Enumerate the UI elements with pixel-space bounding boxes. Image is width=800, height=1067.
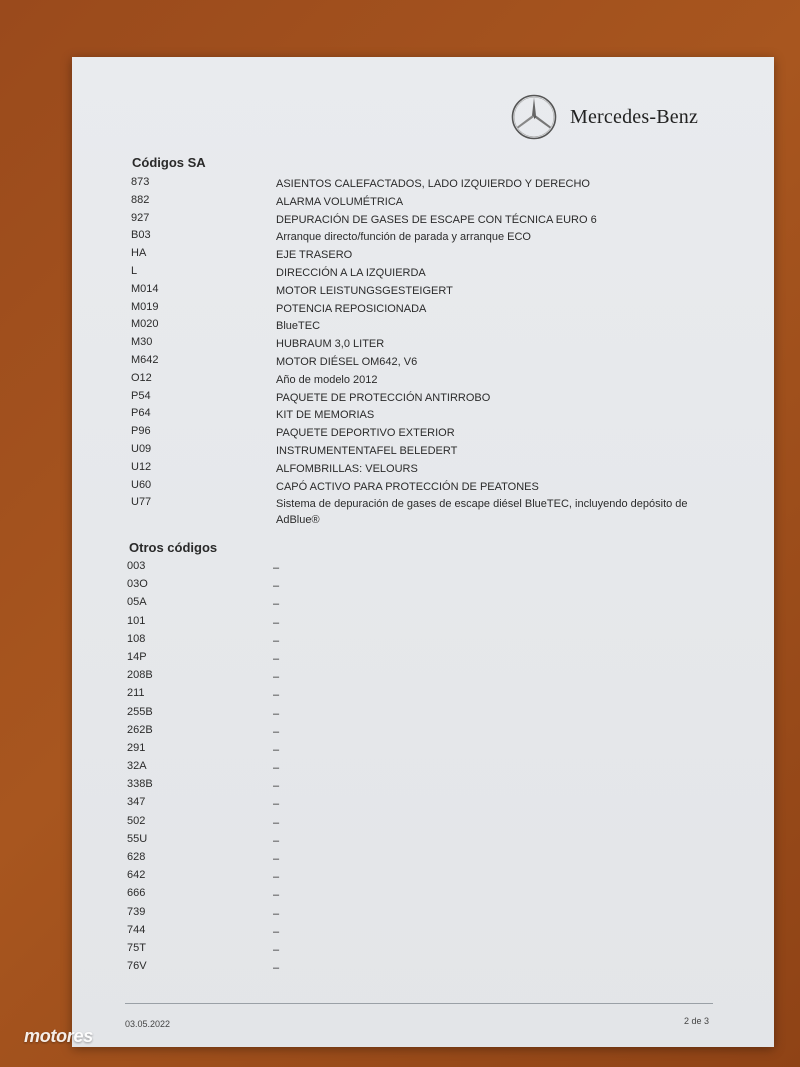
option-code: 642 [127, 869, 146, 882]
option-code: U12 [131, 460, 152, 473]
option-description: – [273, 598, 280, 611]
code-row [72, 760, 774, 778]
code-row [72, 407, 774, 425]
option-code: 32A [127, 760, 147, 773]
sa-code-list [72, 176, 774, 530]
option-code: 666 [127, 887, 146, 900]
code-row [72, 336, 774, 354]
code-row [72, 960, 774, 978]
code-row [72, 778, 774, 796]
code-row [72, 176, 774, 194]
option-description: MOTOR DIÉSEL OM642, V6 [276, 355, 418, 368]
option-description: PAQUETE DEPORTIVO EXTERIOR [276, 427, 455, 440]
option-description: DEPURACIÓN DE GASES DE ESCAPE CON TÉCNICA EURO 6 [276, 213, 597, 226]
option-code: 927 [131, 211, 150, 224]
option-code: M30 [131, 336, 153, 349]
option-description: ALFOMBRILLAS: VELOURS [276, 462, 418, 475]
option-code: M014 [131, 282, 159, 295]
option-description: – [273, 798, 280, 811]
code-row [72, 615, 774, 633]
option-description: MOTOR LEISTUNGSGESTEIGERT [276, 284, 453, 297]
option-description: – [273, 925, 280, 938]
code-row [72, 318, 774, 336]
option-description: – [273, 780, 280, 793]
option-description: ASIENTOS CALEFACTADOS, LADO IZQUIERDO Y DERECHO [276, 178, 590, 190]
option-code: P54 [131, 389, 151, 402]
option-description: – [273, 834, 280, 847]
code-row [72, 887, 774, 905]
option-description: – [273, 762, 280, 775]
option-description: CAPÓ ACTIVO PARA PROTECCIÓN DE PEATONES [276, 480, 539, 493]
code-row [72, 496, 774, 530]
code-row [72, 906, 774, 924]
option-description: DIRECCIÓN A LA IZQUIERDA [276, 266, 426, 279]
option-description: – [273, 634, 280, 647]
option-description: – [273, 725, 280, 738]
option-code: 502 [127, 814, 146, 827]
option-code: 628 [127, 851, 146, 863]
option-code: 14P [127, 650, 147, 663]
option-code: 03O [127, 578, 148, 591]
option-description: – [273, 962, 280, 975]
option-code: 262B [127, 723, 153, 736]
option-code: 347 [127, 796, 146, 809]
option-code: 255B [127, 705, 153, 718]
code-row [72, 633, 774, 651]
option-description: – [273, 616, 280, 629]
option-code: B03 [131, 229, 151, 242]
code-row [72, 942, 774, 960]
code-row [72, 479, 774, 497]
option-description: POTENCIA REPOSICIONADA [276, 302, 427, 315]
option-code: M020 [131, 318, 159, 331]
code-row [72, 851, 774, 869]
watermark-logo: motores [24, 1026, 93, 1046]
option-description: EJE TRASERO [276, 249, 353, 262]
option-code: 101 [127, 614, 146, 627]
code-row [72, 390, 774, 408]
option-description: Arranque directo/función de parada y arranque ECO [276, 231, 531, 244]
code-row [72, 796, 774, 814]
option-code: M642 [131, 353, 159, 366]
option-description: – [273, 562, 280, 574]
option-code: P64 [131, 407, 151, 420]
document-page [72, 57, 774, 1047]
code-row [72, 724, 774, 742]
option-code: 338B [127, 778, 153, 791]
option-description: – [273, 707, 280, 720]
option-description: – [273, 671, 280, 684]
code-row [72, 560, 774, 578]
option-code: 739 [127, 905, 146, 918]
option-description: INSTRUMENTENTAFEL BELEDERT [276, 444, 458, 457]
option-code: 208B [127, 669, 153, 682]
option-code: 291 [127, 741, 146, 754]
option-code: L [131, 264, 138, 277]
code-row [72, 283, 774, 301]
option-code: HA [131, 247, 147, 260]
option-description: – [273, 853, 280, 865]
option-code: U77 [131, 496, 152, 509]
code-row [72, 265, 774, 283]
option-description: – [273, 652, 280, 665]
code-row [72, 443, 774, 461]
code-row [72, 247, 774, 265]
code-row [72, 669, 774, 687]
code-row [72, 869, 774, 887]
option-code: 05A [127, 596, 147, 609]
code-row [72, 229, 774, 247]
code-row [72, 354, 774, 372]
brand-header [510, 92, 698, 142]
option-code: U09 [131, 442, 152, 455]
option-code: O12 [131, 371, 152, 384]
code-row [72, 596, 774, 614]
option-code: 211 [127, 687, 145, 700]
option-description: Sistema de depuración de gases de escape diésel BlueTEC, incluyendo depósito de AdBlue® [276, 498, 688, 527]
brand-name: Mercedes-Benz [570, 105, 699, 128]
three-pointed-star-icon [510, 93, 558, 141]
option-code: 76V [127, 960, 147, 973]
option-description: – [273, 943, 280, 956]
code-row [72, 372, 774, 390]
option-code: 873 [131, 176, 150, 188]
code-row [72, 924, 774, 942]
code-row [72, 651, 774, 669]
code-row [72, 425, 774, 443]
option-code: 003 [127, 560, 146, 572]
option-description: HUBRAUM 3,0 LITER [276, 338, 385, 351]
code-row [72, 742, 774, 760]
option-description: – [273, 689, 280, 702]
footer-page-number: 2 de 3 [684, 1016, 710, 1026]
sa-section-title: Códigos SA [132, 155, 206, 170]
code-row [72, 706, 774, 724]
option-code: 882 [131, 193, 150, 206]
otros-section-title: Otros códigos [129, 540, 218, 555]
option-description: KIT DE MEMORIAS [276, 409, 375, 422]
code-row [72, 578, 774, 596]
option-code: U60 [131, 478, 152, 491]
option-description: – [273, 580, 280, 593]
code-row [72, 194, 774, 212]
option-description: BlueTEC [276, 320, 321, 333]
option-description: – [273, 743, 280, 756]
option-description: – [273, 889, 280, 902]
option-description: – [273, 871, 280, 884]
code-row [72, 301, 774, 319]
footer-divider [125, 1003, 713, 1004]
code-row [72, 461, 774, 479]
option-description: – [273, 816, 280, 829]
option-description: ALARMA VOLUMÉTRICA [276, 195, 404, 208]
option-code: 108 [127, 632, 146, 645]
footer-date: 03.05.2022 [125, 1019, 171, 1029]
option-code: P96 [131, 425, 151, 438]
code-row [72, 212, 774, 230]
option-code: 55U [127, 832, 148, 845]
option-description: PAQUETE DE PROTECCIÓN ANTIRROBO [276, 391, 491, 404]
code-row [72, 687, 774, 705]
otros-code-list [72, 560, 774, 978]
option-code: M019 [131, 300, 159, 313]
option-description: Año de modelo 2012 [276, 373, 378, 386]
option-code: 75T [127, 941, 146, 954]
code-row [72, 815, 774, 833]
option-code: 744 [127, 923, 146, 936]
code-row [72, 833, 774, 851]
option-description: – [273, 907, 280, 920]
